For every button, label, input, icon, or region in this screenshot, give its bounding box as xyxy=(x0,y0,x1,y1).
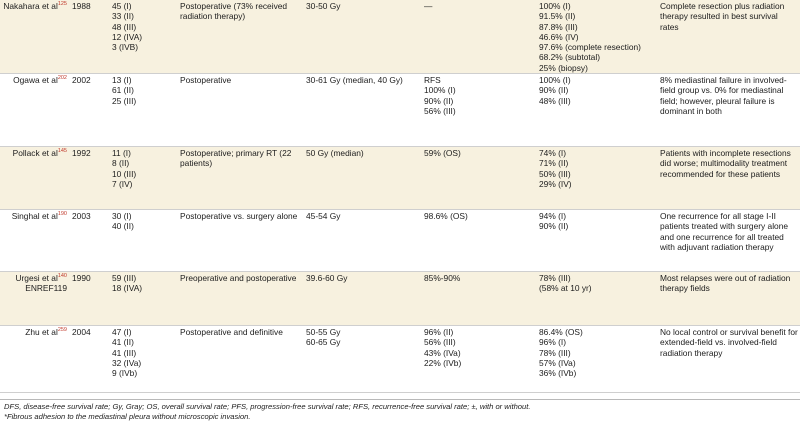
patients-cell xyxy=(110,0,178,74)
reference-number[interactable]: 259 xyxy=(57,327,67,334)
treatment: Postoperative xyxy=(180,75,232,86)
cell-line: 22% (IVb) xyxy=(424,357,462,368)
treatment: Postoperative vs. surgery alone xyxy=(180,211,298,222)
cell-line: 96% (I) xyxy=(539,337,566,348)
year: 2003 xyxy=(72,211,91,222)
cell-line: — xyxy=(424,1,433,11)
cell-line: 100% (I) xyxy=(539,1,571,11)
treatment-cell xyxy=(178,0,304,74)
abbreviations-footnote: DFS, disease-free survival rate; Gy, Gray; OS, overall survival rate; PFS, progression-free survival rate; RFS, recurrence-free survival rate; ±, with or without. xyxy=(4,402,531,411)
year-cell xyxy=(70,147,110,210)
cell-line: 94% (I) xyxy=(539,211,566,222)
table-row xyxy=(0,74,800,147)
comment: 8% mediastinal failure in involved-field group vs. 0% for mediastinal field; however, pleural failure is dominant in both xyxy=(660,75,787,116)
table-row xyxy=(0,147,800,210)
study-cell xyxy=(0,272,70,326)
cell-line: 10 (III) xyxy=(112,168,137,179)
year-cell xyxy=(70,74,110,147)
cell-line: 50 Gy (median) xyxy=(306,148,364,159)
year: 2002 xyxy=(72,75,91,86)
dose-cell xyxy=(304,210,422,272)
treatment-cell xyxy=(178,272,304,326)
survival-cell xyxy=(537,74,658,147)
cell-line: 78% (III) xyxy=(539,273,571,284)
survival-cell xyxy=(537,326,658,393)
cell-line: 86.4% (OS) xyxy=(539,327,583,338)
comment-cell xyxy=(658,272,800,326)
study-cell xyxy=(0,326,70,393)
cell-line: 36% (IVb) xyxy=(539,368,577,379)
comment: Most relapses were out of radiation therapy fields xyxy=(660,273,791,294)
survival-cell xyxy=(537,210,658,272)
comment: One recurrence for all stage I-II patients treated with surgery alone and one recurrence for all treated with adjuvant radiation therapy xyxy=(660,211,789,252)
study-name: Nakahara et al xyxy=(3,1,58,11)
study-name: Pollack et al xyxy=(12,148,58,159)
cell-line: 60-65 Gy xyxy=(306,337,341,348)
cell-line: 41 (II) xyxy=(112,337,134,348)
cell-line: 57% (IVa) xyxy=(539,357,576,368)
table-footnotes xyxy=(4,402,796,422)
study-name: Urgesi et al xyxy=(15,273,58,284)
cell-line: 91.5% (II) xyxy=(539,11,576,22)
cell-line: 59% (OS) xyxy=(424,148,461,159)
comment-cell xyxy=(658,74,800,147)
comment-cell xyxy=(658,326,800,393)
treatment: Preoperative and postoperative xyxy=(180,273,297,284)
year: 1992 xyxy=(72,148,91,159)
year-cell xyxy=(70,326,110,393)
cell-line: 98.6% (OS) xyxy=(424,211,468,222)
table-row xyxy=(0,210,800,272)
table-row xyxy=(0,326,800,393)
cell-line: 25 (III) xyxy=(112,95,137,106)
cell-line: 71% (II) xyxy=(539,158,569,169)
cell-line: 12 (IVA) xyxy=(112,31,143,42)
cell-line: 87.8% (III) xyxy=(539,21,578,32)
cell-line: 90% (II) xyxy=(539,221,569,232)
cell-line: (58% at 10 yr) xyxy=(539,283,592,294)
study-name: Ogawa et al xyxy=(13,75,58,86)
cell-line: 59 (III) xyxy=(112,273,137,284)
cell-line: 45 (I) xyxy=(112,1,132,11)
cell-line: 96% (II) xyxy=(424,327,454,338)
cell-line: 13 (I) xyxy=(112,75,132,86)
cell-line: 25% (biopsy) xyxy=(539,62,588,73)
survival-cell xyxy=(537,0,658,74)
cell-line: 3 (IVB) xyxy=(112,42,139,53)
dose-cell xyxy=(304,74,422,147)
survival-cell xyxy=(537,272,658,326)
year: 1988 xyxy=(72,1,91,11)
year-cell xyxy=(70,0,110,74)
year-cell xyxy=(70,210,110,272)
dose-cell xyxy=(304,0,422,74)
year: 2004 xyxy=(72,327,91,338)
year-cell xyxy=(70,272,110,326)
cell-line: 100% (I) xyxy=(539,75,571,86)
cell-line: 56% (III) xyxy=(424,337,456,348)
cell-line: 48% (III) xyxy=(539,95,571,106)
cell-line: 18 (IVA) xyxy=(112,283,143,294)
cell-line: 90% (II) xyxy=(539,85,569,96)
study-cell xyxy=(0,74,70,147)
local-control-cell xyxy=(422,147,537,210)
comment-cell xyxy=(658,147,800,210)
comment: Complete resection plus radiation therapy resulted in best survival rates xyxy=(660,1,785,32)
treatment-cell xyxy=(178,326,304,393)
cell-line: 46.6% (IV) xyxy=(539,31,579,42)
dose-cell xyxy=(304,147,422,210)
cell-line: 30-50 Gy xyxy=(306,1,341,11)
patients-cell xyxy=(110,326,178,393)
cell-line: 11 (I) xyxy=(112,148,131,159)
local-control-cell xyxy=(422,210,537,272)
cell-line: 40 (II) xyxy=(112,221,134,232)
study-extra: ENREF119 xyxy=(25,283,67,294)
cell-line: 85%-90% xyxy=(424,273,461,284)
study-name: Singhal et al xyxy=(11,211,58,222)
cell-line: 78% (III) xyxy=(539,347,571,358)
cell-line: 41 (III) xyxy=(112,347,137,358)
cell-line: 56% (III) xyxy=(424,105,456,116)
treatment-cell xyxy=(178,147,304,210)
patients-cell xyxy=(110,74,178,147)
reference-number[interactable]: 202 xyxy=(57,75,67,82)
reference-number[interactable]: 190 xyxy=(57,211,67,218)
comment-cell xyxy=(658,210,800,272)
treatment-cell xyxy=(178,210,304,272)
year: 1990 xyxy=(72,273,91,284)
study-name: Zhu et al xyxy=(25,327,58,338)
cell-line: RFS xyxy=(424,75,441,86)
cell-line: 100% (I) xyxy=(424,85,456,96)
cell-line: 45-54 Gy xyxy=(306,211,341,222)
cell-line: 97.6% (complete resection) xyxy=(539,42,641,53)
cell-line: 61 (II) xyxy=(112,85,134,96)
cell-line: 48 (III) xyxy=(112,21,137,32)
table-row xyxy=(0,0,800,74)
reference-number[interactable]: 140 xyxy=(57,273,67,280)
treatment: Postoperative and definitive xyxy=(180,327,283,338)
cell-line: 90% (II) xyxy=(424,95,454,106)
comment: No local control or survival benefit for extended-field vs. involved-field radiation therapy xyxy=(660,327,798,358)
cell-line: 33 (II) xyxy=(112,11,134,22)
cell-line: 43% (IVa) xyxy=(424,347,461,358)
cell-line: 8 (II) xyxy=(112,158,130,169)
treatment: Postoperative (73% received radiation therapy) xyxy=(180,1,288,22)
study-cell xyxy=(0,147,70,210)
patients-cell xyxy=(110,272,178,326)
patients-cell xyxy=(110,210,178,272)
cell-line: 50% (III) xyxy=(539,168,571,179)
cell-line: 68.2% (subtotal) xyxy=(539,52,600,63)
patients-cell xyxy=(110,147,178,210)
comment: Patients with incomplete resections did worse; multimodality treatment recommended for these patients xyxy=(660,148,791,179)
cell-line: 50-55 Gy xyxy=(306,327,341,338)
study-cell xyxy=(0,210,70,272)
reference-number[interactable]: 145 xyxy=(57,148,67,155)
cell-line: 7 (IV) xyxy=(112,178,133,189)
cell-line: 30 (I) xyxy=(112,211,132,222)
survival-cell xyxy=(537,147,658,210)
cell-line: 74% (I) xyxy=(539,148,566,159)
comment-cell xyxy=(658,0,800,74)
cell-line: 47 (I) xyxy=(112,327,132,338)
reference-number[interactable]: 125 xyxy=(57,1,67,8)
dose-cell xyxy=(304,326,422,393)
cell-line: 29% (IV) xyxy=(539,178,572,189)
treatment-cell xyxy=(178,74,304,147)
local-control-cell xyxy=(422,74,537,147)
cell-line: 9 (IVb) xyxy=(112,368,138,379)
study-cell xyxy=(0,0,70,74)
cell-line: 30-61 Gy (median, 40 Gy) xyxy=(306,75,403,86)
local-control-cell xyxy=(422,272,537,326)
local-control-cell xyxy=(422,326,537,393)
treatment: Postoperative; primary RT (22 patients) xyxy=(180,148,292,169)
cell-line: 32 (IVa) xyxy=(112,357,142,368)
footer-divider xyxy=(0,399,800,400)
table-row xyxy=(0,272,800,326)
local-control-cell xyxy=(422,0,537,74)
dose-cell xyxy=(304,272,422,326)
cell-line: 39.6-60 Gy xyxy=(306,273,348,284)
fibrous-adhesion-footnote: *Fibrous adhesion to the mediastinal pleura without microscopic invasion. xyxy=(4,412,251,421)
